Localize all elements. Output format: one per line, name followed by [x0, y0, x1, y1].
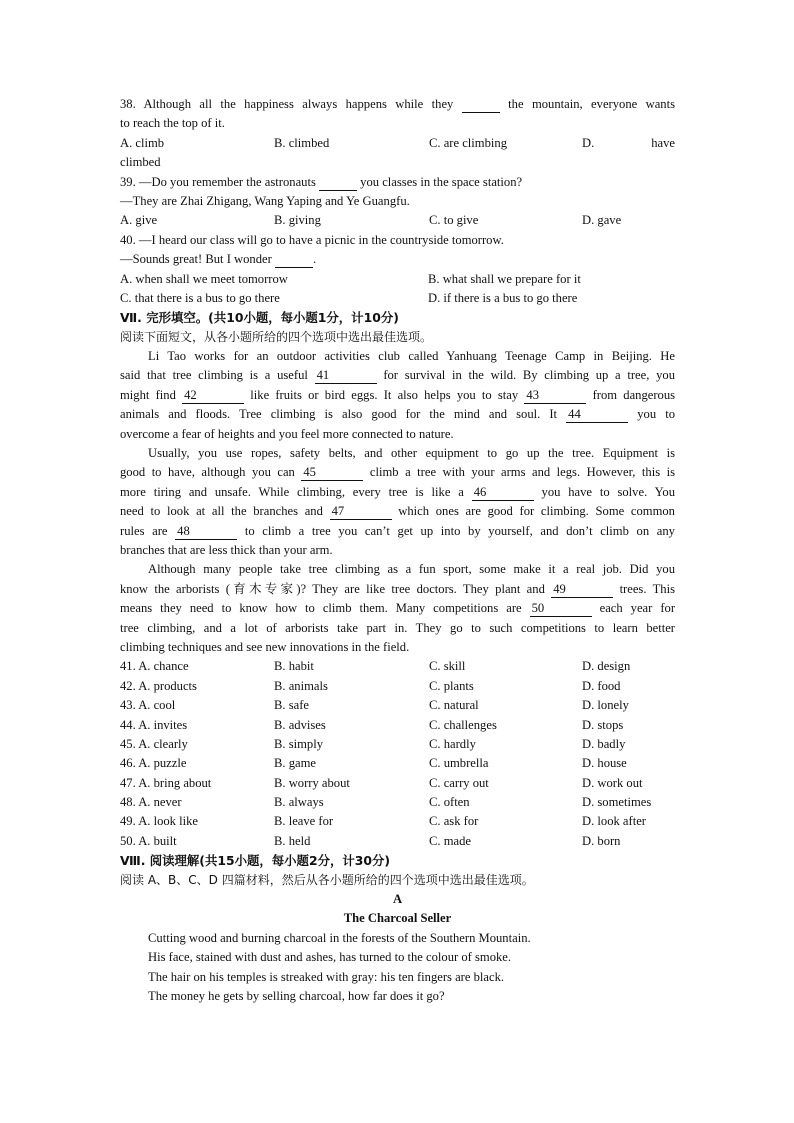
reading-a-title: The Charcoal Seller — [343, 911, 452, 926]
passage-text: need to look at all the branches and — [120, 504, 323, 519]
option-d[interactable]: D. sometimes — [582, 795, 652, 810]
passage-text: climb a tree with your arms and legs. However, this is — [369, 465, 675, 480]
option-a[interactable]: 47. A. bring about — [120, 775, 212, 790]
section7-instruction: 阅读下面短文，从各小题所给的四个选项中选出最佳选项。 — [120, 329, 433, 344]
option-a[interactable]: 49. A. look like — [120, 814, 199, 829]
passage-text: which ones are good for climbing. Some common — [398, 504, 675, 519]
passage-p1-line3 — [120, 386, 675, 405]
q39-stem-line1 — [120, 173, 675, 192]
q38-option-b[interactable]: B. climbed — [274, 135, 330, 150]
option-a[interactable]: 46. A. puzzle — [120, 756, 187, 771]
passage-text: know the arborists (育木专家)? They are like tree doctors. They plant and — [120, 581, 545, 596]
q38-option-c[interactable]: C. are climbing — [429, 135, 507, 150]
option-b[interactable]: B. habit — [274, 659, 314, 674]
q40-stem-part2: . — [312, 252, 317, 267]
q40-option-a[interactable]: A. when shall we meet tomorrow — [120, 271, 288, 286]
passage-text: from dangerous — [592, 387, 675, 402]
passage-p3-line2 — [120, 580, 675, 599]
options-row-49 — [120, 812, 675, 831]
q40-options-row1 — [120, 270, 675, 289]
passage-p2-line6: branches that are less thick than your arm. — [120, 542, 333, 557]
option-b[interactable]: B. leave for — [274, 814, 334, 829]
passage-p1-line2 — [120, 366, 675, 385]
blank-48[interactable]: 48 — [175, 524, 237, 540]
option-b[interactable]: B. simply — [274, 736, 323, 751]
q40-option-d[interactable]: D. if there is a bus to go there — [428, 290, 578, 305]
passage-p2-line4 — [120, 502, 675, 521]
q39-stem-part1: 39. —Do you remember the astronauts — [120, 174, 316, 189]
option-d[interactable]: D. house — [582, 756, 627, 771]
passage-text: more tiring and unsafe. While climbing, every tree is like a — [120, 484, 464, 499]
options-row-41 — [120, 657, 675, 676]
option-a[interactable]: 41. A. chance — [120, 659, 189, 674]
option-d[interactable]: D. food — [582, 678, 621, 693]
option-d[interactable]: D. lonely — [582, 698, 629, 713]
option-c[interactable]: C. challenges — [429, 717, 497, 732]
option-d[interactable]: D. design — [582, 659, 631, 674]
q39-option-b[interactable]: B. giving — [274, 213, 321, 228]
options-row-42 — [120, 677, 675, 696]
answer-blank[interactable] — [275, 252, 313, 268]
option-a[interactable]: 45. A. clearly — [120, 736, 188, 751]
option-a[interactable]: 44. A. invites — [120, 717, 188, 732]
passage-p2-line2 — [120, 463, 675, 482]
q40-options-row2 — [120, 289, 675, 308]
q38-stem-part2: the mountain, everyone wants — [508, 97, 675, 111]
blank-50[interactable]: 50 — [530, 601, 592, 617]
poem-line: His face, stained with dust and ashes, has turned to the colour of smoke. — [148, 950, 512, 965]
passage-text: might find — [120, 387, 176, 402]
blank-43[interactable]: 43 — [524, 388, 586, 404]
passage-p1-line4 — [120, 405, 675, 424]
blank-45[interactable]: 45 — [301, 465, 363, 481]
q39-option-c[interactable]: C. to give — [429, 213, 479, 228]
option-c[interactable]: C. hardly — [429, 736, 476, 751]
q40-stem-part1: —Sounds great! But I wonder — [120, 252, 272, 267]
passage-text: good to have, although you can — [120, 465, 295, 480]
poem-line: The money he gets by selling charcoal, how far does it go? — [148, 988, 445, 1003]
q40-option-b[interactable]: B. what shall we prepare for it — [428, 271, 581, 286]
section8-heading: Ⅷ. 阅读理解(共15小题，每小题2分，计30分) — [120, 853, 391, 869]
option-b[interactable]: B. always — [274, 795, 324, 810]
q38-option-d-wrap: climbed — [120, 155, 161, 170]
option-b[interactable]: B. worry about — [274, 775, 350, 790]
q38-option-d-letter: D. — [582, 135, 595, 150]
option-d[interactable]: D. work out — [582, 775, 643, 790]
option-c[interactable]: C. plants — [429, 678, 474, 693]
option-d[interactable]: D. look after — [582, 814, 646, 829]
passage-p1-line1: Li Tao works for an outdoor activities club called Yanhuang Teenage Camp in Beijing. He — [148, 349, 675, 364]
options-row-48 — [120, 793, 675, 812]
passage-p3-line4: tree climbing, and a lot of arborists take part in. They go to such competitions to learn better — [120, 620, 675, 635]
passage-text: means they need to know how to climb them. Many competitions are — [120, 601, 522, 616]
q38-options — [120, 134, 675, 153]
passage-text: you have to solve. You — [541, 484, 675, 499]
passage-text: rules are — [120, 523, 168, 538]
option-c[interactable]: C. ask for — [429, 814, 479, 829]
passage-text: you to — [637, 407, 675, 422]
option-d[interactable]: D. stops — [582, 717, 624, 732]
options-row-44 — [120, 716, 675, 735]
option-a[interactable]: 48. A. never — [120, 795, 182, 810]
option-b[interactable]: B. advises — [274, 717, 326, 732]
option-c[interactable]: C. carry out — [429, 775, 489, 790]
exam-page — [120, 95, 675, 1006]
q40-option-c[interactable]: C. that there is a bus to go there — [120, 290, 280, 305]
options-row-43 — [120, 696, 675, 715]
blank-42[interactable]: 42 — [182, 388, 244, 404]
options-row-47 — [120, 774, 675, 793]
option-a[interactable]: 43. A. cool — [120, 698, 176, 713]
answer-blank[interactable] — [319, 175, 357, 191]
passage-p2-line1: Usually, you use ropes, safety belts, and other equipment to go up the tree. Equipment is — [148, 446, 675, 461]
option-d[interactable]: D. badly — [582, 736, 626, 751]
option-c[interactable]: C. made — [429, 833, 471, 848]
passage-p3-line5: climbing techniques and see new innovations in the field. — [120, 639, 410, 654]
passage-p2-line5 — [120, 522, 675, 541]
q39-stem-part2: you classes in the space station? — [360, 174, 523, 189]
passage-p3-line1: Although many people take tree climbing as a fun sport, some make it a real job. Did you — [148, 562, 675, 577]
option-b[interactable]: B. safe — [274, 698, 309, 713]
q40-stem-line1: 40. —I heard our class will go to have a picnic in the countryside tomorrow. — [120, 232, 504, 247]
section7-heading: Ⅶ. 完形填空。(共10小题，每小题1分，计10分) — [120, 310, 399, 326]
passage-text: trees. This — [619, 581, 675, 596]
section8-instruction: 阅读 A、B、C、D 四篇材料，然后从各小题所给的四个选项中选出最佳选项。 — [120, 872, 534, 887]
passage-text: each year for — [599, 601, 675, 616]
blank-49[interactable]: 49 — [551, 582, 613, 598]
option-c[interactable]: C. umbrella — [429, 756, 489, 771]
poem-line: The hair on his temples is streaked with gray: his ten fingers are black. — [148, 969, 505, 984]
options-row-46 — [120, 754, 675, 773]
blank-47[interactable]: 47 — [330, 504, 392, 520]
passage-text: animals and floods. Tree climbing is also good for the mind and soul. It — [120, 407, 558, 422]
option-c[interactable]: C. often — [429, 795, 470, 810]
q40-stem-line2 — [120, 250, 675, 269]
q39-option-d[interactable]: D. gave — [582, 213, 622, 228]
options-row-45 — [120, 735, 675, 754]
passage-p3-line3 — [120, 599, 675, 618]
option-b[interactable]: B. animals — [274, 678, 328, 693]
option-a[interactable]: 50. A. built — [120, 833, 177, 848]
q39-options — [120, 211, 675, 230]
option-b[interactable]: B. held — [274, 833, 311, 848]
q38-stem-part1: 38. Although all the happiness always happens while they — [120, 97, 454, 111]
poem-line: Cutting wood and burning charcoal in the forests of the Southern Mountain. — [148, 930, 531, 945]
blank-41[interactable]: 41 — [315, 368, 377, 384]
q38-stem-line2: to reach the top of it. — [120, 116, 225, 131]
option-b[interactable]: B. game — [274, 756, 316, 771]
blank-44[interactable]: 44 — [566, 407, 628, 423]
passage-p1-line5: overcome a fear of heights and you feel more connected to nature. — [120, 426, 454, 441]
reading-a-label: A — [392, 892, 403, 907]
q38-stem-line1 — [120, 95, 675, 114]
option-c[interactable]: C. natural — [429, 698, 479, 713]
passage-text: said that tree climbing is a useful — [120, 368, 308, 383]
blank-46[interactable]: 46 — [472, 485, 534, 501]
passage-text: like fruits or bird eggs. It also helps you to stay — [250, 387, 519, 402]
q39-option-a[interactable]: A. give — [120, 213, 158, 228]
answer-blank[interactable] — [462, 97, 500, 113]
q38-option-d-text: have — [651, 135, 675, 150]
q39-stem-line2: —They are Zhai Zhigang, Wang Yaping and Ye Guangfu. — [120, 193, 410, 208]
passage-text: for survival in the wild. By climbing up a tree, you — [383, 368, 675, 383]
option-c[interactable]: C. skill — [429, 659, 466, 674]
option-a[interactable]: 42. A. products — [120, 678, 197, 693]
options-row-50 — [120, 832, 675, 851]
passage-p2-line3 — [120, 483, 675, 502]
q38-option-a[interactable]: A. climb — [120, 135, 165, 150]
passage-text: to climb a tree you can’t get up into by yourself, and don’t climb on any — [244, 523, 675, 538]
q38-option-d[interactable] — [582, 134, 675, 153]
option-d[interactable]: D. born — [582, 833, 621, 848]
